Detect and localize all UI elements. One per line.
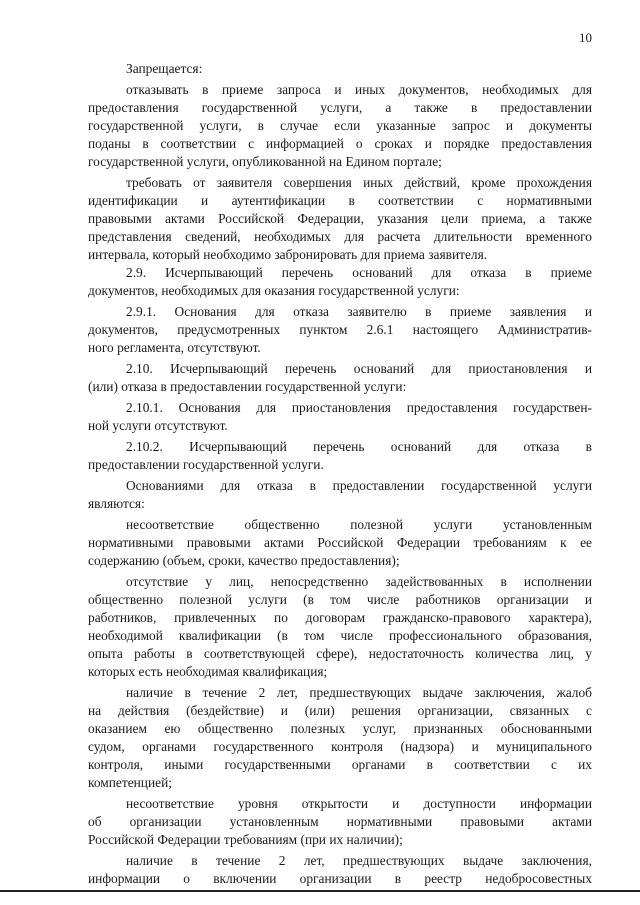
- text-line: документов, предусмотренных пунктом 2.6.1 настоящего Административ-: [88, 322, 592, 337]
- text-line: ной услуги отсутствуют.: [88, 418, 228, 433]
- text-line: несоответствие общественно полезной услуги установленным: [126, 517, 592, 532]
- text-line: работников, привлеченных по договорам гражданско-правового характера),: [88, 610, 592, 625]
- text-line: 2.10. Исчерпывающий перечень оснований для приостановления и: [126, 361, 592, 376]
- text-line: отказывать в приеме запроса и иных документов, необходимых для: [126, 82, 592, 97]
- text-line: (или) отказа в предоставлении государственной услуги:: [88, 379, 407, 394]
- text-line: идентификации и аутентификации в соответствии с нормативными: [88, 193, 592, 208]
- text-line: государственной услуги, опубликованной на Едином портале;: [88, 154, 442, 169]
- text-line: государственной услуги, в случае если указанные запрос и документы: [88, 118, 592, 133]
- text-line: несоответствие уровня открытости и доступности информации: [126, 796, 592, 811]
- text-line: наличие в течение 2 лет, предшествующих выдаче заключения,: [126, 853, 592, 868]
- page-number: 10: [579, 30, 592, 45]
- text-line: наличие в течение 2 лет, предшествующих выдаче заключения, жалоб: [126, 685, 592, 700]
- text-line: судом, органами государственного контроля (надзора) и муниципального: [88, 739, 592, 754]
- text-line: опыта работы в соответствующей сфере), недостаточность количества лиц, у: [88, 646, 592, 661]
- text-line: документов, необходимых для оказания государственной услуги:: [88, 283, 460, 298]
- text-line: об организации установленным нормативными правовыми актами: [88, 814, 592, 829]
- text-line: информации о включении организации в реестр недобросовестных: [88, 871, 592, 886]
- text-line: предоставлении государственной услуги.: [88, 457, 324, 472]
- text-line: 2.9.1. Основания для отказа заявителю в приеме заявления и: [126, 304, 592, 319]
- text-line: предоставления государственной услуги, а также в предоставлении: [88, 100, 592, 115]
- text-line: 2.10.2. Исчерпывающий перечень оснований для отказа в: [126, 439, 592, 454]
- text-line: компетенцией;: [88, 775, 172, 790]
- text-line: 2.10.1. Основания для приостановления предоставления государствен-: [126, 400, 592, 415]
- text-line: которых есть необходимая квалификация;: [88, 664, 328, 679]
- document-body: [88, 60, 592, 888]
- text-line: интервала, который необходимо забронировать для приема заявителя.: [88, 247, 488, 262]
- text-line: 2.9. Исчерпывающий перечень оснований для отказа в приеме: [126, 265, 592, 280]
- text-line: требовать от заявителя совершения иных действий, кроме прохождения: [126, 175, 592, 190]
- text-line: поданы в соответствии с информацией о сроках и порядке предоставления: [88, 136, 592, 151]
- text-line: общественно полезной услуги (в том числе работников организации и: [88, 592, 592, 607]
- text-line: Основаниями для отказа в предоставлении государственной услуги: [126, 478, 592, 493]
- text-line: оказанием ею общественно полезных услуг, признанных обоснованными: [88, 721, 592, 736]
- text-line: контроля, иными государственными органами в соответствии с их: [88, 757, 592, 772]
- text-line: на действия (бездействие) и (или) решения организации, связанных с: [88, 703, 592, 718]
- text-line: нормативными правовыми актами Российской Федерации требованиям к ее: [88, 535, 592, 550]
- text-line: необходимой квалификации (в том числе профессионального образования,: [88, 628, 592, 643]
- text-line: ного регламента, отсутствуют.: [88, 340, 261, 355]
- text-line: представления сведений, необходимых для расчета длительности временного: [88, 229, 592, 244]
- text-line: Российской Федерации требованиям (при их наличии);: [88, 832, 403, 847]
- text-line: Запрещается:: [126, 61, 203, 76]
- text-line: правовыми актами Российской Федерации, указания цели приема, а также: [88, 211, 592, 226]
- text-line: отсутствие у лиц, непосредственно задействованных в исполнении: [126, 574, 592, 589]
- text-line: содержанию (объем, сроки, качество предоставления);: [88, 553, 400, 568]
- text-line: являются:: [88, 496, 145, 511]
- bottom-rule: [0, 890, 640, 892]
